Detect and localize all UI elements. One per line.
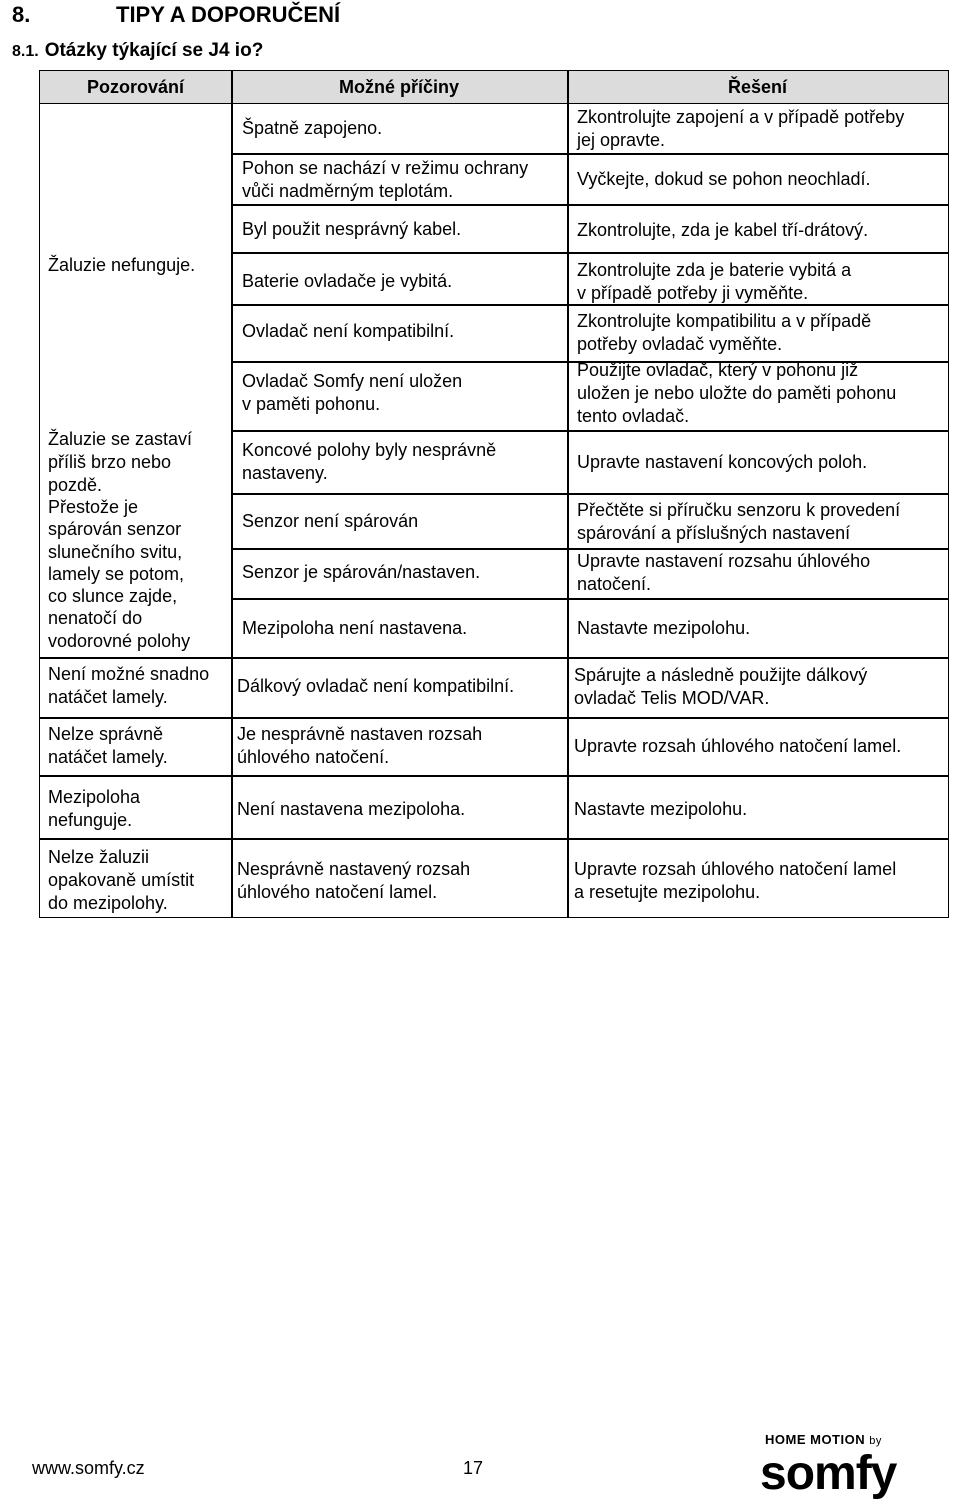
row-divider bbox=[231, 598, 948, 600]
row-divider bbox=[40, 717, 948, 719]
table-header-row bbox=[40, 71, 948, 104]
brand-by: by bbox=[869, 1435, 882, 1447]
subsection-heading bbox=[12, 40, 263, 62]
solution-cell: Nastavte mezipolohu. bbox=[577, 618, 751, 638]
cause-cell: Baterie ovladače je vybitá. bbox=[242, 271, 453, 291]
observation-cell: Nelze žaluzii opakovaně umístit do mezipolohy. bbox=[48, 847, 195, 913]
cause-cell: Ovladač není kompatibilní. bbox=[242, 321, 455, 341]
cause-cell: Senzor je spárován/nastaven. bbox=[242, 562, 481, 582]
row-divider bbox=[231, 252, 948, 254]
solution-cell: Upravte nastavení koncových poloh. bbox=[577, 452, 868, 472]
row-divider bbox=[40, 838, 948, 840]
observation-cell: Žaluzie nefunguje. bbox=[48, 255, 196, 275]
solution-cell: Zkontrolujte kompatibilitu a v případě potřeby ovladač vyměňte. bbox=[577, 311, 872, 354]
troubleshooting-table bbox=[39, 70, 949, 918]
header-causes: Možné příčiny bbox=[338, 77, 459, 97]
solution-cell: Upravte rozsah úhlového natočení lamel a resetujte mezipolohu. bbox=[574, 859, 897, 902]
cause-cell: Byl použit nesprávný kabel. bbox=[242, 219, 462, 239]
solution-cell: Vyčkejte, dokud se pohon neochladí. bbox=[577, 169, 871, 189]
solution-cell: Zkontrolujte zda je baterie vybitá a v případě potřeby ji vyměňte. bbox=[577, 260, 852, 303]
row-divider bbox=[231, 430, 948, 432]
row-divider bbox=[40, 775, 948, 777]
cause-cell: Je nesprávně nastaven rozsah úhlového natočení. bbox=[237, 724, 483, 767]
cause-cell: Špatně zapojeno. bbox=[242, 118, 383, 138]
brand-name: somfy bbox=[760, 1447, 897, 1500]
row-divider bbox=[231, 493, 948, 495]
row-divider bbox=[40, 657, 948, 659]
row-divider bbox=[231, 153, 948, 155]
solution-cell: Nastavte mezipolohu. bbox=[574, 799, 748, 819]
solution-cell: Použijte ovladač, který v pohonu již uložen je nebo uložte do paměti pohonu tento ovladač. bbox=[577, 360, 897, 426]
footer-url: www.somfy.cz bbox=[32, 1458, 145, 1478]
section-heading bbox=[12, 2, 340, 28]
cause-cell: Ovladač Somfy není uložen v paměti pohonu. bbox=[242, 371, 463, 414]
section-number: 8. bbox=[12, 2, 31, 27]
cause-cell: Nesprávně nastavený rozsah úhlového natočení lamel. bbox=[237, 859, 471, 902]
solution-cell: Upravte rozsah úhlového natočení lamel. bbox=[574, 736, 902, 756]
header-solutions: Řešení bbox=[727, 77, 788, 97]
cause-cell: Není nastavena mezipoloha. bbox=[237, 799, 466, 819]
page-number: 17 bbox=[463, 1458, 484, 1478]
cause-cell: Koncové polohy byly nesprávně nastaveny. bbox=[242, 440, 497, 483]
section-title: TIPY A DOPORUČENÍ bbox=[116, 2, 341, 27]
header-observation: Pozorování bbox=[86, 77, 184, 97]
observation-cell: Není možné snadno natáčet lamely. bbox=[48, 664, 210, 707]
solution-cell: Upravte nastavení rozsahu úhlového natočení. bbox=[577, 551, 871, 594]
solution-cell: Zkontrolujte, zda je kabel tří-drátový. bbox=[577, 220, 869, 240]
cause-cell: Mezipoloha není nastavena. bbox=[242, 618, 468, 638]
observation-cell: Přestože je spárován senzor slunečního svitu, lamely se potom, co slunce zajde, nenatočí do vodorovné polohy bbox=[48, 497, 191, 651]
solution-cell: Spárujte a následně použijte dálkový ovladač Telis MOD/VAR. bbox=[574, 665, 868, 708]
observation-cell: Nelze správně natáčet lamely. bbox=[48, 724, 168, 767]
solution-cell: Zkontrolujte zapojení a v případě potřeby jej opravte. bbox=[577, 107, 905, 150]
subsection-title: Otázky týkající se J4 io? bbox=[44, 40, 264, 61]
row-divider bbox=[231, 204, 948, 206]
cause-cell: Dálkový ovladač není kompatibilní. bbox=[237, 676, 515, 696]
cause-cell: Pohon se nachází v režimu ochrany vůči nadměrným teplotám. bbox=[242, 158, 529, 201]
brand-tagline-text: HOME MOTION bbox=[765, 1432, 866, 1447]
observation-cell: Žaluzie se zastaví příliš brzo nebo pozdě. bbox=[48, 429, 193, 495]
somfy-logo bbox=[760, 1432, 958, 1504]
solution-cell: Přečtěte si příručku senzoru k provedení spárování a příslušných nastavení bbox=[577, 500, 901, 543]
subsection-number: 8.1. bbox=[12, 43, 39, 60]
cause-cell: Senzor není spárován bbox=[242, 511, 419, 531]
brand-tagline bbox=[765, 1432, 882, 1447]
observation-cell: Mezipoloha nefunguje. bbox=[48, 787, 141, 830]
